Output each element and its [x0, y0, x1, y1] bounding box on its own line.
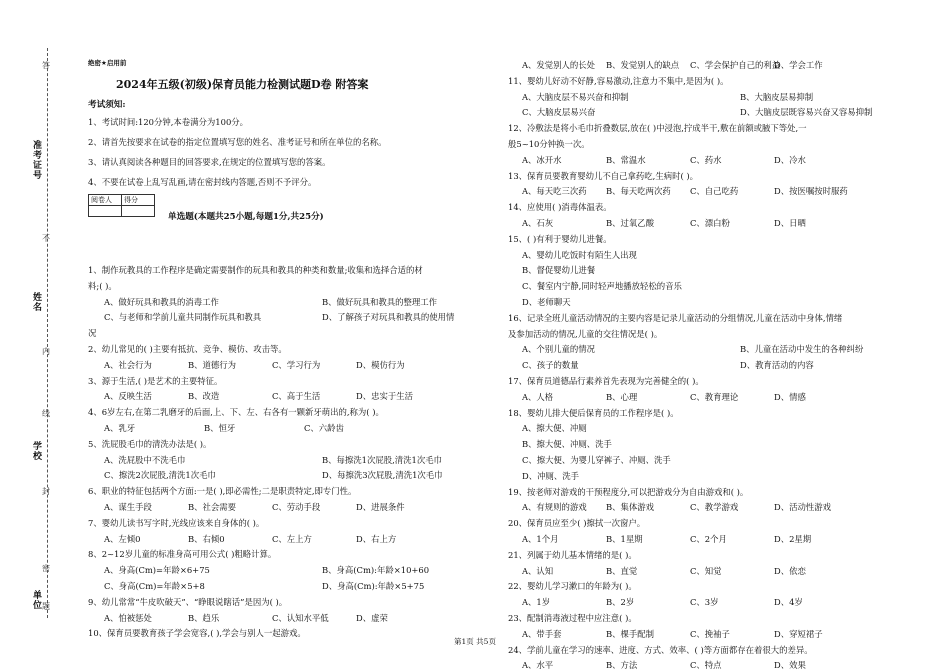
- question-text: 24、学前儿童在学习的速率、进度、方式、效率、( )等方面都存在着很大的差异。: [508, 644, 813, 655]
- answer-option[interactable]: D、活动性游戏: [774, 502, 831, 513]
- answer-option[interactable]: B、督促婴幼儿进餐: [522, 265, 596, 276]
- question-text: 16、记录全班儿童活动情况的主要内容是记录儿童活动的分组情况,儿童在活动中身体,情绪: [508, 312, 843, 323]
- page-number: 第1页 共5页: [454, 637, 496, 646]
- answer-option[interactable]: C、与老师和学前儿童共同制作玩具和教具: [104, 312, 262, 323]
- section-title: 单选题(本题共25小题,每题1分,共25分): [168, 212, 324, 222]
- answer-option[interactable]: A、做好玩具和教具的消毒工作: [104, 296, 219, 307]
- answer-option[interactable]: C、挽袖子: [690, 628, 730, 639]
- answer-option[interactable]: B、集体游戏: [606, 502, 655, 513]
- question-text: 料;( )。: [88, 280, 117, 291]
- answer-option[interactable]: B、右倾0: [188, 533, 225, 544]
- answer-option[interactable]: C、餐室内宁静,同时轻声地播放轻松的音乐: [522, 281, 682, 292]
- answer-option[interactable]: A、有规则的游戏: [522, 502, 587, 513]
- answer-option[interactable]: C、大脑皮层易兴奋: [522, 107, 596, 118]
- answer-option[interactable]: D、冲厕、洗手: [522, 470, 579, 481]
- answer-option[interactable]: D、了解孩子对玩具和教具的使用情: [322, 312, 455, 323]
- answer-option[interactable]: A、认知: [522, 565, 554, 576]
- question-text: 10、保育员要教育孩子学会宽容,( ),学会与别人一起游戏。: [88, 628, 306, 639]
- question-text: 23、配制消毒液过程中应注意( )。: [508, 613, 637, 623]
- question-text: 18、婴幼儿排大便后保育员的工作程序是( )。: [508, 407, 679, 418]
- answer-option[interactable]: D、每擦洗3次屁股,清洗1次毛巾: [322, 470, 443, 481]
- answer-option[interactable]: B、擦大便、冲厕、洗手: [522, 439, 612, 450]
- answer-option[interactable]: A、冰开水: [522, 154, 562, 165]
- answer-option[interactable]: A、洗屁股中不洗毛巾: [104, 454, 186, 465]
- answer-option[interactable]: D、教育活动的内容: [740, 360, 814, 371]
- instruction-line: 1、考试时间:120分钟,本卷满分为100分。: [88, 117, 249, 127]
- question-text: 3、源于生活,( )是艺术的主要特征。: [88, 375, 223, 386]
- answer-option[interactable]: C、3岁: [690, 597, 719, 608]
- answer-option[interactable]: D、模仿行为: [356, 359, 405, 370]
- question-text: 及参加活动的情况,儿童的交往情况是( )。: [508, 328, 663, 339]
- answer-option[interactable]: B、方法: [606, 660, 638, 671]
- question-text: 19、按老师对游戏的干预程度分,可以把游戏分为自由游戏和( )。: [508, 486, 749, 497]
- answer-option[interactable]: B、恒牙: [204, 423, 236, 433]
- seal-char: 不: [42, 234, 50, 243]
- answer-option[interactable]: A、1岁: [522, 597, 551, 608]
- answer-option[interactable]: B、儿童在活动中发生的各种纠纷: [740, 344, 864, 355]
- answer-option[interactable]: A、身高(Cm)=年龄×6+75: [104, 565, 210, 576]
- answer-option[interactable]: B、身高(Cm):年龄×10+60: [322, 565, 430, 576]
- question-text: 20、保育员应至少( )擦拭一次窗户。: [508, 518, 646, 529]
- question-text: 般5~10分钟换一次。: [508, 139, 590, 149]
- answer-option[interactable]: B、社会需要: [188, 502, 237, 512]
- answer-option[interactable]: D、情感: [774, 391, 806, 402]
- answer-option[interactable]: D、冷水: [774, 154, 806, 165]
- answer-option[interactable]: A、谋生手段: [104, 502, 152, 512]
- question-text: 17、保育员道德品行素养首先表现为完善健全的( )。: [508, 376, 704, 386]
- question-text: 6、职业的特征包括两个方面:一是( ),即必需性;二是职责特定,即专门性。: [88, 486, 357, 497]
- answer-option[interactable]: A、左倾0: [104, 533, 141, 544]
- page-title: 2024年五级(初级)保育员能力检测试题D卷 附答案: [116, 78, 369, 91]
- score-table-grader: 阅卷人: [89, 195, 122, 206]
- seal-char: 题: [42, 602, 50, 611]
- seal-char: 内: [42, 347, 50, 356]
- question-text: 5、洗屁股毛巾的清洗办法是( )。: [88, 438, 212, 449]
- score-table-score: 得分: [122, 195, 155, 206]
- answer-option[interactable]: C、药水: [690, 154, 722, 165]
- answer-option[interactable]: B、做好玩具和教具的整理工作: [322, 296, 438, 307]
- unit-label: 单位: [31, 590, 41, 610]
- answer-option[interactable]: D、效果: [774, 660, 806, 671]
- answer-option[interactable]: C、高于生活: [272, 391, 321, 402]
- answer-option[interactable]: C、知觉: [690, 565, 722, 576]
- answer-option[interactable]: B、棵手配制: [606, 628, 655, 639]
- answer-option[interactable]: B、每擦洗1次屁股,清洗1次毛巾: [322, 454, 442, 465]
- answer-option[interactable]: A、大脑皮层不易兴奋和抑制: [522, 91, 629, 102]
- answer-option[interactable]: C、六龄齿: [304, 423, 344, 433]
- question-text: 21、列属于幼儿基本情绪的是( )。: [508, 549, 637, 560]
- binding-margin: [0, 0, 70, 671]
- answer-option[interactable]: A、乳牙: [104, 423, 136, 433]
- answer-option[interactable]: C、孩子的数量: [522, 360, 579, 371]
- answer-option[interactable]: D、老师聊天: [522, 297, 571, 307]
- question-text: 2、幼儿常见的( )主要有抵抗、竞争、模仿、攻击等。: [88, 344, 287, 354]
- answer-option[interactable]: B、每天吃两次药: [606, 186, 671, 197]
- answer-option[interactable]: A、每天吃三次药: [522, 186, 587, 197]
- answer-option[interactable]: C、劳动手段: [272, 502, 321, 512]
- answer-option[interactable]: A、发觉别人的长处: [522, 60, 596, 70]
- answer-option[interactable]: C、擦洗2次屁股,清洗1次毛巾: [104, 470, 216, 481]
- answer-option[interactable]: D、按医嘱按时服药: [774, 186, 848, 197]
- answer-option[interactable]: D、4岁: [774, 597, 803, 608]
- answer-option[interactable]: C、教育理论: [690, 391, 739, 402]
- answer-option[interactable]: D、身高(Cm):年龄×5+75: [322, 581, 425, 591]
- exam-number-label: 准考证号: [31, 140, 41, 180]
- answer-option[interactable]: A、社会行为: [104, 359, 152, 370]
- answer-option[interactable]: C、擦大便、为婴儿穿裤子、冲厕、洗手: [522, 455, 671, 465]
- question-text: 11、婴幼儿好动不好静,容易激动,注意力不集中,是因为( )。: [508, 75, 729, 86]
- question-text: 15、( )有利于婴幼儿进餐。: [508, 233, 612, 244]
- answer-option[interactable]: B、过氧乙酸: [606, 218, 655, 228]
- answer-option[interactable]: B、趋乐: [188, 612, 220, 623]
- answer-option[interactable]: C、认知水平低: [272, 612, 329, 623]
- answer-option[interactable]: B、1星期: [606, 534, 643, 544]
- seal-char: 封: [42, 487, 50, 496]
- instruction-line: 4、不要在试卷上乱写乱画,请在密封线内答题,否则不予评分。: [88, 177, 317, 187]
- answer-option[interactable]: D、大脑皮层既容易兴奋又容易抑制: [740, 107, 873, 118]
- question-text: 9、幼儿常常“牛皮吹破天”、“睁眼说瞎话”是因为( )。: [88, 596, 288, 607]
- answer-option[interactable]: A、带手套: [522, 628, 562, 639]
- instructions-heading: 考试须知:: [88, 100, 126, 110]
- seal-char: 答: [42, 61, 50, 70]
- question-text: 22、婴幼儿学习漱口的年龄为( )。: [508, 581, 637, 592]
- answer-option[interactable]: D、穿短裙子: [774, 628, 823, 639]
- seal-line: [47, 48, 48, 618]
- question-text: 4、6岁左右,在第二乳磨牙的后面,上、下、左、右各有一颗新牙萌出的,称为( )。: [88, 407, 384, 418]
- answer-option[interactable]: C、2个月: [690, 534, 727, 544]
- school-label: 学校: [31, 441, 41, 461]
- answer-option[interactable]: D、忠实于生活: [356, 391, 413, 402]
- question-text: 7、婴幼儿读书写字时,光线应该来自身体的( )。: [88, 517, 265, 528]
- answer-option[interactable]: B、常温水: [606, 154, 646, 165]
- answer-option[interactable]: B、道德行为: [188, 359, 237, 370]
- answer-option[interactable]: C、特点: [690, 660, 722, 671]
- answer-option[interactable]: D、虚荣: [356, 612, 388, 623]
- instruction-line: 3、请认真阅读各种题目的回答要求,在规定的位置填写您的答案。: [88, 157, 331, 167]
- answer-option[interactable]: C、自己吃药: [690, 186, 739, 197]
- seal-char: 密: [42, 564, 50, 573]
- score-cell: [122, 206, 155, 217]
- secret-mark: 绝密★启用前: [88, 59, 127, 67]
- score-table: [88, 194, 155, 217]
- answer-option[interactable]: D、进展条件: [356, 502, 405, 512]
- answer-option[interactable]: B、发觉别人的缺点: [606, 60, 680, 70]
- answer-option[interactable]: D、日晒: [774, 218, 806, 228]
- answer-option[interactable]: A、石灰: [522, 218, 554, 228]
- question-text: 8、2~12岁儿童的标准身高可用公式( )粗略计算。: [88, 549, 277, 560]
- answer-option[interactable]: A、人格: [522, 391, 554, 402]
- answer-option[interactable]: A、1个月: [522, 534, 559, 544]
- seal-char: 线: [42, 409, 50, 418]
- answer-option[interactable]: A、个别儿童的情况: [522, 344, 596, 355]
- answer-option[interactable]: B、心理: [606, 391, 638, 402]
- answer-option[interactable]: C、身高(Cm)=年龄×5+8: [104, 581, 205, 591]
- instruction-line: 2、请首先按要求在试卷的指定位置填写您的姓名、准考证号和所在单位的名称。: [88, 137, 387, 147]
- score-cell: [89, 206, 122, 217]
- answer-option[interactable]: B、大脑皮层易抑制: [740, 91, 814, 102]
- answer-option[interactable]: C、学会保护自己的利益: [690, 60, 781, 70]
- answer-option[interactable]: D、右上方: [356, 533, 397, 544]
- name-label: 姓名: [31, 292, 41, 312]
- answer-option[interactable]: C、漂白粉: [690, 218, 730, 228]
- answer-option[interactable]: C、教学游戏: [690, 502, 739, 513]
- answer-option[interactable]: B、直觉: [606, 565, 638, 576]
- answer-option[interactable]: A、擦大便、冲厕: [522, 423, 587, 434]
- question-text: 1、制作玩教具的工作程序是确定需要制作的玩具和教具的种类和数量;收集和选择合适的材: [88, 265, 423, 275]
- question-text: 12、冷敷法是将小毛巾折叠数层,放在( )中浸泡,拧成半干,敷在前额或腋下等处,一: [508, 123, 807, 134]
- answer-option[interactable]: B、2岁: [606, 597, 635, 608]
- answer-option[interactable]: C、左上方: [272, 533, 312, 544]
- answer-option[interactable]: A、婴幼儿吃饭时有陌生人出现: [522, 249, 637, 260]
- answer-option[interactable]: B、改造: [188, 391, 220, 402]
- answer-option[interactable]: D、学会工作: [774, 60, 823, 70]
- answer-option[interactable]: A、怕被惩处: [104, 612, 152, 623]
- answer-option[interactable]: A、水平: [522, 660, 554, 671]
- answer-option[interactable]: D、依恋: [774, 565, 806, 576]
- answer-option[interactable]: D、2星期: [774, 534, 812, 544]
- answer-option[interactable]: 况: [88, 328, 97, 339]
- answer-option[interactable]: C、学习行为: [272, 359, 321, 370]
- answer-option[interactable]: A、反映生活: [104, 391, 152, 402]
- question-text: 14、应使用( )消毒体温表。: [508, 202, 612, 213]
- question-text: 13、保育员要教育婴幼儿不自己拿药吃,生病时( )。: [508, 170, 699, 181]
